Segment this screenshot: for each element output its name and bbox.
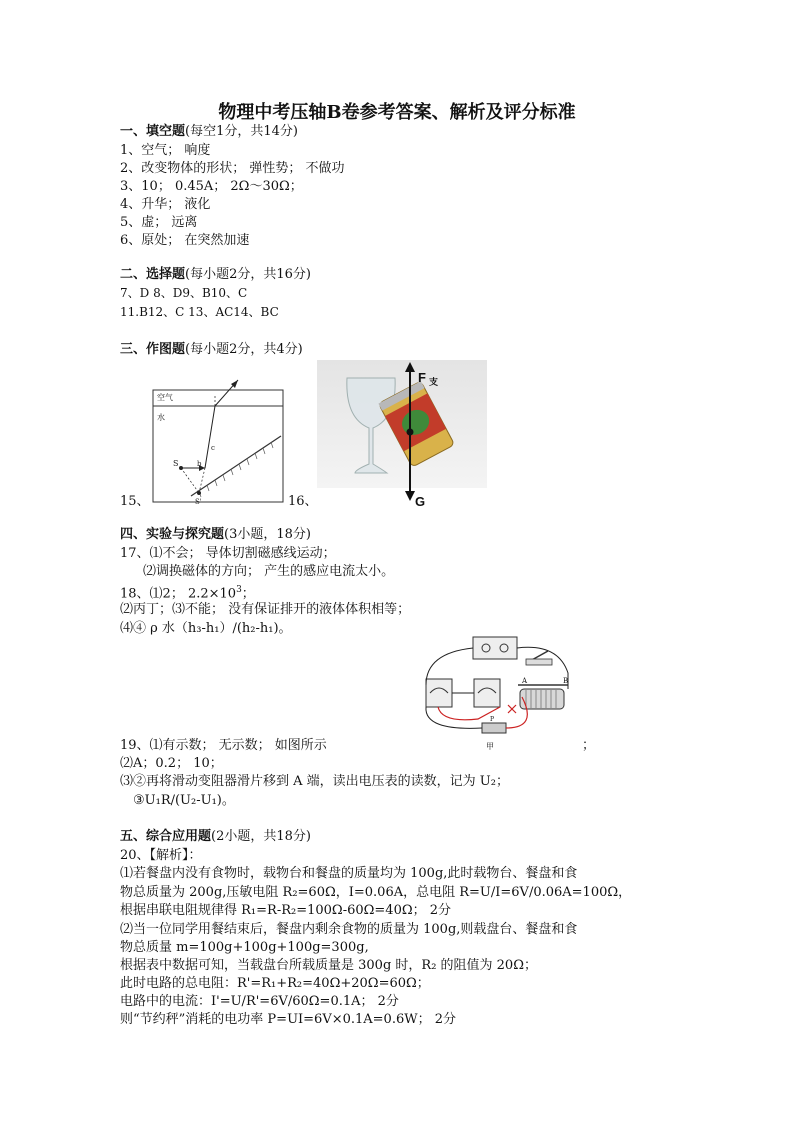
answer-19a: 19、⑴有示数； 无示数； 如图所示: [120, 738, 327, 753]
section-1-title: 一、填空题: [120, 124, 186, 139]
solution-line-5: 物总质量 m=100g+100g+100g=300g,: [120, 940, 369, 955]
solution-line-6: 根据表中数据可知，当载盘台所载质量是 300g 时，R₂ 的阻值为 20Ω；: [120, 958, 537, 973]
section-4-note: (3小题，18分): [224, 527, 311, 542]
page-title: 物理中考压轴B卷参考答案、解析及评分标准: [218, 102, 576, 123]
air-label: 空气: [157, 393, 173, 402]
voltmeter-icon: [426, 679, 452, 707]
solution-line-9: 则“节约秤”消耗的电功率 P=UI=6V×0.1A=0.6W； 2分: [120, 1012, 456, 1027]
choice-line-1: 7、D 8、D9、B10、C: [120, 286, 248, 300]
answer-19c: ⑶②再将滑动变阻器滑片移到 A 端，读出电压表的读数，记为 U₂；: [120, 774, 509, 789]
answer-17b: ⑵调换磁体的方向； 产生的感应电流太小。: [143, 564, 395, 579]
terminal-b-label: B: [563, 677, 569, 685]
section-5-note: (2小题，共18分): [211, 829, 311, 844]
answer-18a-text: 18、⑴2； 2.2×10: [120, 586, 237, 602]
answer-line-5: 5、虚； 远离: [120, 215, 198, 230]
choice-line-2: 11.B12、C 13、AC14、BC: [120, 305, 279, 319]
section-4-heading: [120, 526, 311, 543]
answer-19b: ⑵A；0.2； 10；: [120, 756, 223, 771]
section-1-note: (每空1分，共14分): [185, 124, 298, 139]
answer-20-heading: 20、【解析】：: [120, 848, 202, 863]
section-5-heading: [120, 828, 311, 845]
figure-16-label: 16、: [288, 494, 318, 509]
figure-jia-label: 甲: [486, 742, 494, 751]
water-label: 水: [157, 413, 165, 422]
terminal-a-label: A: [522, 677, 528, 685]
answer-19a-end: ；: [582, 738, 596, 753]
point-c-label: c: [211, 444, 215, 452]
answer-18a-end: ；: [241, 586, 255, 602]
can-photo: [317, 360, 487, 509]
answer-19d: ③U₁R/(U₂-U₁)。: [133, 793, 235, 808]
point-s-label: S: [173, 459, 179, 468]
circuit-diagram: [418, 633, 583, 755]
answer-18a: [120, 582, 255, 602]
solution-line-1: ⑴若餐盘内没有食物时，载物台和餐盘的质量均为 100g,此时载物台、餐盘和食: [120, 866, 578, 881]
section-3-title: 三、作图题: [120, 342, 186, 357]
figure-15-label: 15、: [120, 494, 150, 509]
ammeter-icon: [474, 679, 500, 707]
answer-line-3: 3、10； 0.45A； 2Ω～30Ω；: [120, 179, 303, 194]
answer-line-1: 1、空气； 响度: [120, 143, 211, 158]
section-4-title: 四、实验与探究题: [120, 527, 225, 542]
answer-18b: ⑵丙丁；⑶不能； 没有保证排开的液体体积相等；: [120, 602, 411, 617]
answer-18a-exponent: 3: [236, 585, 242, 595]
answer-17a: 17、⑴不会； 导体切割磁感线运动；: [120, 546, 336, 561]
section-5-title: 五、综合应用题: [120, 829, 212, 844]
section-2-note: (每小题2分，共16分): [185, 267, 311, 282]
answer-line-4: 4、升华； 液化: [120, 197, 211, 212]
answer-line-6: 6、原处； 在突然加速: [120, 233, 250, 248]
support-force-label: F: [418, 370, 426, 385]
answer-line-2: 2、改变物体的形状； 弹性势； 不做功: [120, 161, 345, 176]
point-s-prime-label: S': [195, 498, 202, 506]
solution-line-7: 此时电路的总电阻：R'=R₁+R₂=40Ω+20Ω=60Ω；: [120, 976, 430, 991]
solution-line-4: ⑵当一位同学用餐结束后，餐盘内剩余食物的质量为 100g,则载盘台、餐盘和食: [120, 922, 578, 937]
answer-18c: ⑷④ ρ 水（h₃-h₁）/(h₂-h₁)。: [120, 621, 292, 636]
section-2-title: 二、选择题: [120, 267, 186, 282]
rheostat-icon: [520, 689, 564, 709]
power-supply-icon: [473, 637, 517, 659]
force-diagram: [317, 360, 487, 510]
resistor-icon: [482, 723, 506, 733]
section-2-heading: [120, 266, 311, 283]
point-b-label: b: [197, 460, 202, 468]
wine-glass-icon: [347, 378, 395, 473]
refraction-diagram: [143, 378, 291, 506]
support-force-sub: 支: [429, 378, 439, 388]
resistor-label: P: [490, 716, 495, 723]
gravity-label: G: [415, 494, 426, 509]
section-3-heading: [120, 341, 303, 358]
section-3-note: (每小题2分，共4分): [185, 342, 303, 357]
solution-line-8: 电路中的电流：I'=U/R'=6V/60Ω=0.1A； 2分: [120, 994, 399, 1009]
solution-line-2: 物总质量为 200g,压敏电阻 R₂=60Ω，I=0.06A，总电阻 R=U/I=6V/0.06A=100Ω，: [120, 885, 632, 900]
section-1-heading: [120, 123, 298, 140]
solution-line-3: 根据串联电阻规律得 R₁=R-R₂=100Ω-60Ω=40Ω； 2分: [120, 903, 452, 918]
